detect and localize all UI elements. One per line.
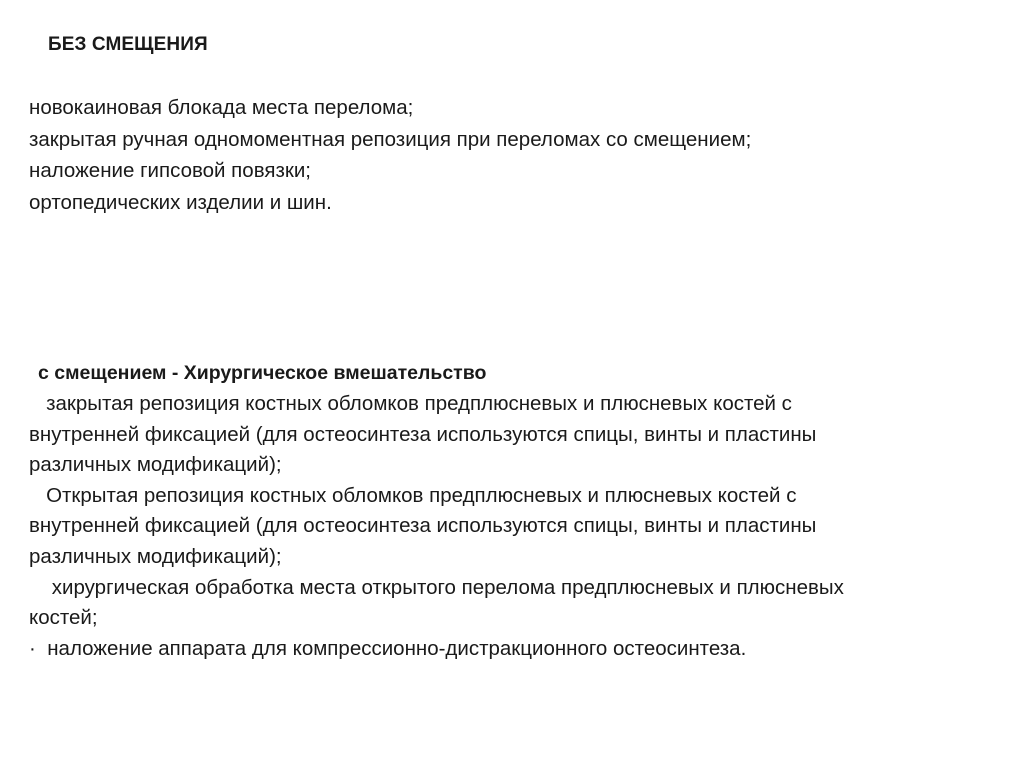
text-line: костей; — [29, 606, 98, 630]
text-line: внутренней фиксацией (для остеосинтеза используются спицы, винты и пластины — [29, 514, 817, 538]
text-line: различных модификаций); — [29, 544, 282, 568]
text-line: наложение гипсовой повязки; — [29, 159, 311, 182]
section-heading-with-displacement: с смещением - Хирургическое вмешательство — [38, 362, 487, 384]
treatment-list-no-displacement — [29, 92, 989, 218]
text-line: новокаиновая блокада места перелома; — [29, 96, 414, 119]
text-line: Открытая репозиция костных обломков предплюсневых и плюсневых костей с — [29, 483, 797, 507]
text-line: хирургическая обработка места открытого перелома предплюсневых и плюсневых — [29, 575, 844, 599]
section-heading-no-displacement: БЕЗ СМЕЩЕНИЯ — [48, 34, 208, 55]
text-line: различных модификаций); — [29, 453, 282, 477]
text-line: закрытая репозиция костных обломков предплюсневых и плюсневых костей с — [29, 392, 792, 415]
text-line: закрытая ручная одномоментная репозиция при переломах со смещением; — [29, 127, 752, 151]
text-line: · наложение аппарата для компрессионно-дистракционного остеосинтеза. — [29, 636, 747, 660]
treatment-list-with-displacement — [29, 389, 999, 664]
text-line: ортопедических изделии и шин. — [29, 190, 332, 214]
text-line: внутренней фиксацией (для остеосинтеза используются спицы, винты и пластины — [29, 422, 817, 446]
